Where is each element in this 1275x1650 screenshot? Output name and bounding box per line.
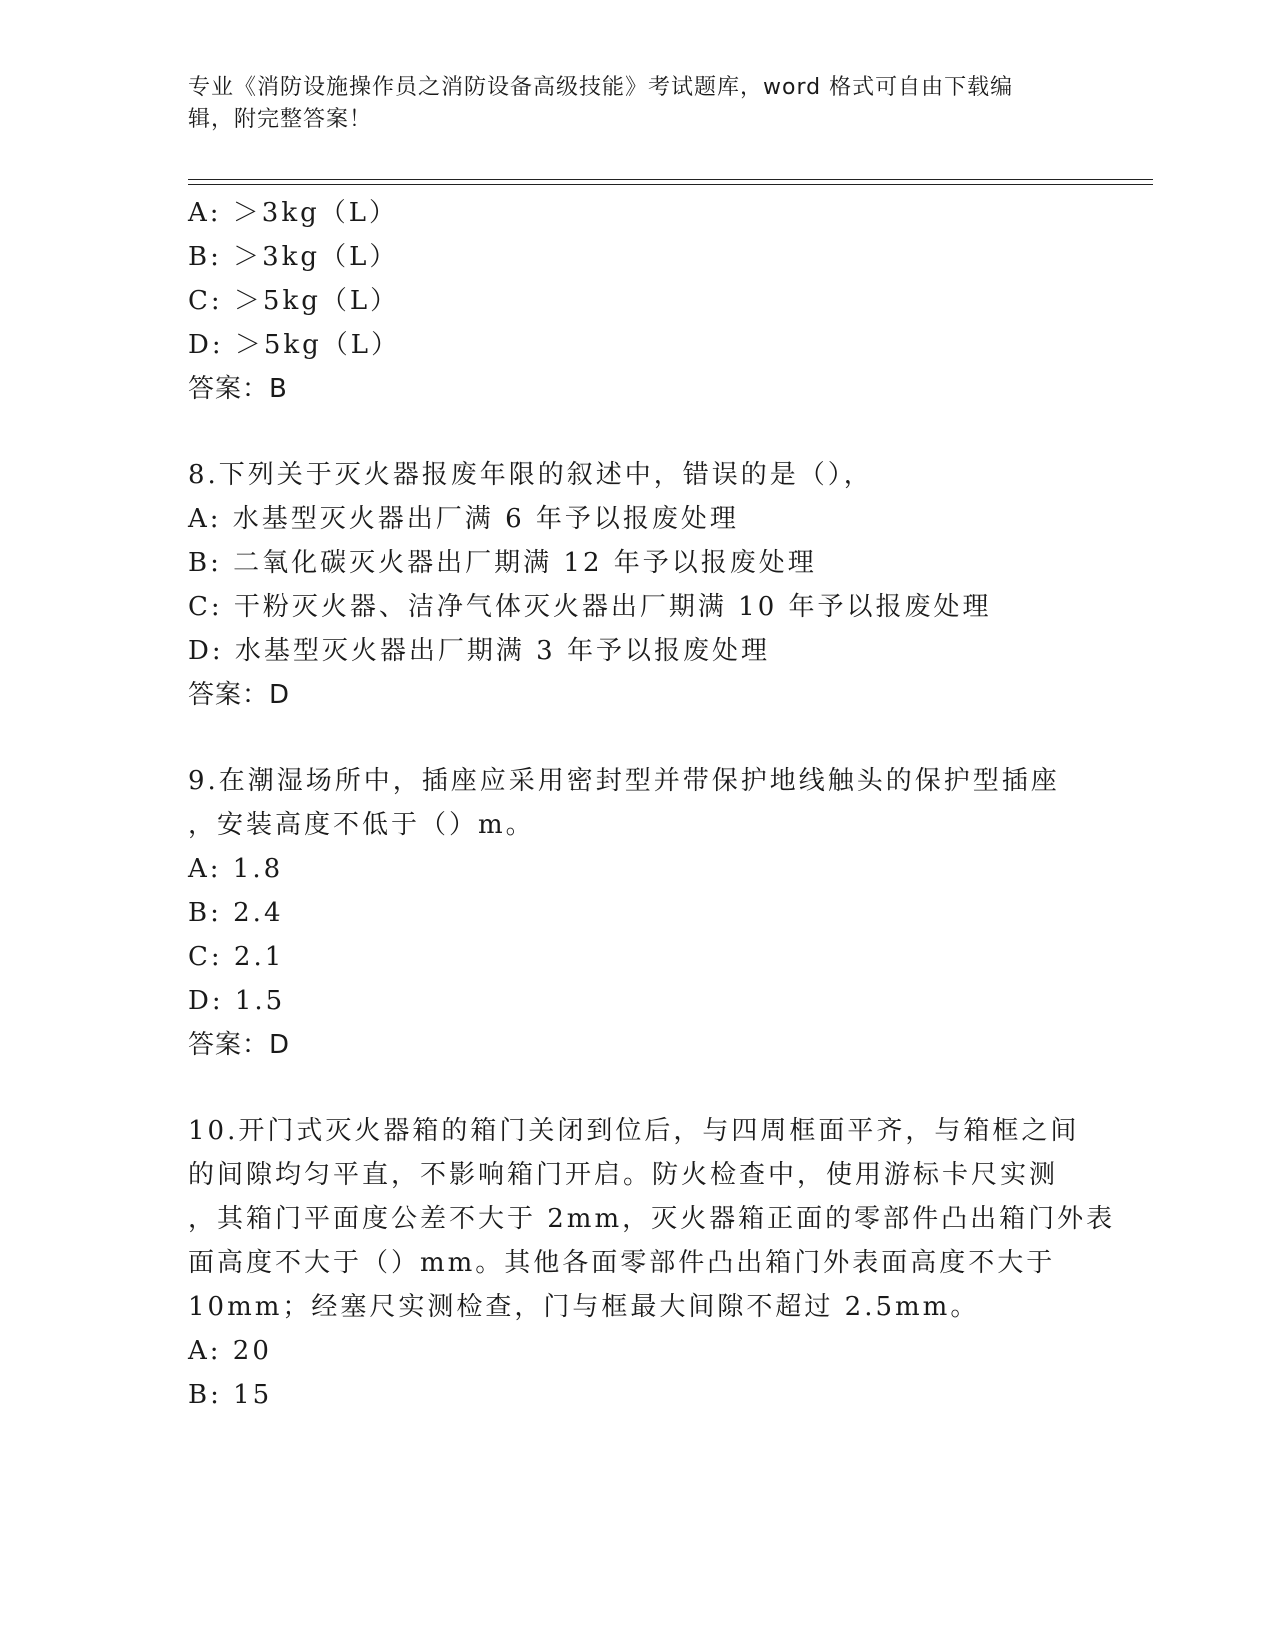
q9-option-d: D: 1.5 [188,986,286,1016]
q10-stem-line-2: 的间隙均匀平直，不影响箱门开启。防火检查中，使用游标卡尺实测 [188,1160,1059,1190]
header-line-2: 辑，附完整答案！ [188,107,373,132]
q9-option-c: C: 2.1 [188,942,285,972]
q9-option-a: A: 1.8 [188,854,284,884]
header-divider-bottom [188,184,1153,185]
document-header [188,72,1078,136]
header-divider-top [188,179,1153,180]
q10-option-a: A: 20 [188,1336,272,1366]
q8-option-a: A: 水基型灭火器出厂满 6 年予以报废处理 [188,504,739,534]
q10-stem-line-5: 10mm；经塞尺实测检查，门与框最大间隙不超过 2.5mm。 [188,1292,980,1322]
q10-stem-line-1: 10.开门式灭火器箱的箱门关闭到位后，与四周框面平齐，与箱框之间 [188,1116,1080,1146]
q9-stem-line-1: 9.在潮湿场所中，插座应采用密封型并带保护地线触头的保护型插座 [188,766,1060,796]
q8-stem: 8.下列关于灭火器报废年限的叙述中，错误的是（）， [188,460,873,490]
q7-option-b: B: ＞3kg（L） [188,242,399,272]
q8-option-c: C: 干粉灭火器、洁净气体灭火器出厂期满 10 年予以报废处理 [188,592,992,622]
q10-stem-line-4: 面高度不大于（）mm。其他各面零部件凸出箱门外表面高度不大于 [188,1248,1056,1278]
q10-stem-line-3: ，其箱门平面度公差不大于 2mm，灭火器箱正面的零部件凸出箱门外表 [188,1204,1116,1234]
q9-stem-line-2: ，安装高度不低于（）m。 [188,810,535,840]
q7-option-c: C: ＞5kg（L） [188,286,400,316]
q7-option-d: D: ＞5kg（L） [188,330,401,360]
q7-answer: 答案：B [188,374,288,404]
header-line-1: 专业《消防设施操作员之消防设备高级技能》考试题库，word 格式可自由下载编 [188,75,1014,100]
q8-option-d: D: 水基型灭火器出厂期满 3 年予以报废处理 [188,636,770,666]
q9-option-b: B: 2.4 [188,898,284,928]
q10-option-b: B: 15 [188,1380,273,1410]
q7-option-a: A: ＞3kg（L） [188,198,399,228]
q9-answer: 答案：D [188,1030,291,1060]
q8-option-b: B: 二氧化碳灭火器出厂期满 12 年予以报废处理 [188,548,817,578]
q8-answer: 答案：D [188,680,291,710]
